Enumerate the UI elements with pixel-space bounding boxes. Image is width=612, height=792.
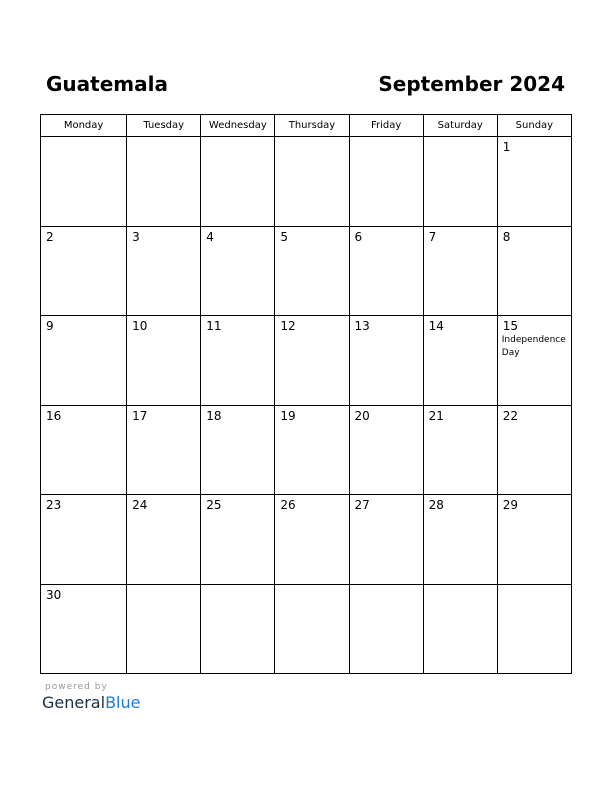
powered-by-text: powered by: [45, 682, 108, 692]
week-row: [41, 405, 572, 495]
day-number: 3: [132, 229, 140, 244]
day-cell: [127, 226, 201, 316]
day-number: 10: [132, 319, 148, 333]
day-cell: [41, 137, 127, 227]
day-cell: [349, 495, 423, 585]
day-cell: [275, 495, 349, 585]
day-cell: [201, 226, 275, 316]
month-year-title: September 2024: [378, 72, 565, 96]
day-cell: [201, 137, 275, 227]
weekday-header: Friday: [349, 115, 423, 137]
day-cell: [497, 226, 571, 316]
day-cell: [41, 226, 127, 316]
day-cell: [127, 495, 201, 585]
day-number: 12: [280, 319, 296, 333]
day-cell: [275, 316, 349, 406]
weekday-header: Monday: [41, 115, 127, 137]
day-cell: [497, 584, 571, 674]
week-row: [41, 584, 572, 674]
weekday-header: Sunday: [497, 115, 571, 137]
day-cell: [201, 405, 275, 495]
weekday-header: Tuesday: [127, 115, 201, 137]
day-number: 19: [280, 408, 296, 423]
day-cell: [127, 316, 201, 406]
day-cell: [201, 316, 275, 406]
day-cell: [275, 226, 349, 316]
day-cell: [127, 584, 201, 674]
day-cell: [41, 584, 127, 674]
day-number: 2: [46, 229, 54, 244]
country-title: Guatemala: [46, 72, 168, 96]
brand-blue-text: Blue: [105, 693, 141, 712]
day-number: 17: [132, 408, 148, 423]
day-number: 23: [46, 498, 62, 512]
day-number: 14: [428, 319, 444, 333]
day-cell: [275, 405, 349, 495]
day-cell: [497, 495, 571, 585]
week-row: [41, 495, 572, 585]
day-number: 30: [46, 587, 62, 602]
day-cell: [275, 137, 349, 227]
day-cell: [349, 584, 423, 674]
day-number: 6: [354, 229, 363, 244]
brand-general-text: General: [42, 693, 106, 712]
day-cell: [127, 137, 201, 227]
day-cell: [127, 405, 201, 495]
day-number: 28: [428, 498, 444, 512]
day-number: 26: [280, 498, 296, 512]
day-cell: [423, 137, 497, 227]
day-cell: [349, 316, 423, 406]
day-number: 25: [206, 498, 222, 512]
day-number: 29: [502, 498, 519, 512]
weekday-header-row: [41, 115, 572, 137]
week-row: [41, 137, 572, 227]
day-cell: [349, 137, 423, 227]
weekday-header: Saturday: [423, 115, 497, 137]
day-number: 11: [206, 319, 222, 333]
day-number: 7: [428, 229, 437, 244]
generalblue-logo[interactable]: [42, 693, 140, 713]
day-number: 13: [354, 319, 370, 333]
day-cell: [201, 495, 275, 585]
day-number: 20: [354, 408, 370, 423]
day-number: 22: [502, 408, 519, 423]
day-number: 18: [206, 408, 222, 423]
day-cell: [41, 316, 127, 406]
day-number: 8: [502, 229, 511, 244]
calendar-grid: [40, 114, 572, 674]
day-cell: [349, 405, 423, 495]
day-number: 15: [502, 319, 519, 333]
day-cell: [497, 316, 571, 406]
week-row: [41, 316, 572, 406]
day-number: 24: [132, 498, 148, 512]
day-cell: [423, 405, 497, 495]
day-cell: [349, 226, 423, 316]
weekday-header: Wednesday: [201, 115, 275, 137]
day-cell: [497, 137, 571, 227]
day-number: 9: [46, 319, 54, 333]
weekday-header: Thursday: [275, 115, 349, 137]
day-cell: [423, 584, 497, 674]
day-cell: [201, 584, 275, 674]
day-cell: [497, 405, 571, 495]
day-cell: [275, 584, 349, 674]
day-number: 21: [428, 408, 444, 423]
day-cell: [41, 405, 127, 495]
day-cell: [41, 495, 127, 585]
day-number: 1: [502, 140, 511, 154]
holiday-label: Independence Day: [501, 335, 566, 358]
day-number: 4: [206, 229, 214, 244]
week-row: [41, 226, 572, 316]
day-number: 16: [46, 408, 62, 423]
day-number: 5: [280, 229, 289, 244]
day-cell: [423, 226, 497, 316]
day-number: 27: [354, 498, 370, 512]
day-cell: [423, 316, 497, 406]
day-cell: [423, 495, 497, 585]
